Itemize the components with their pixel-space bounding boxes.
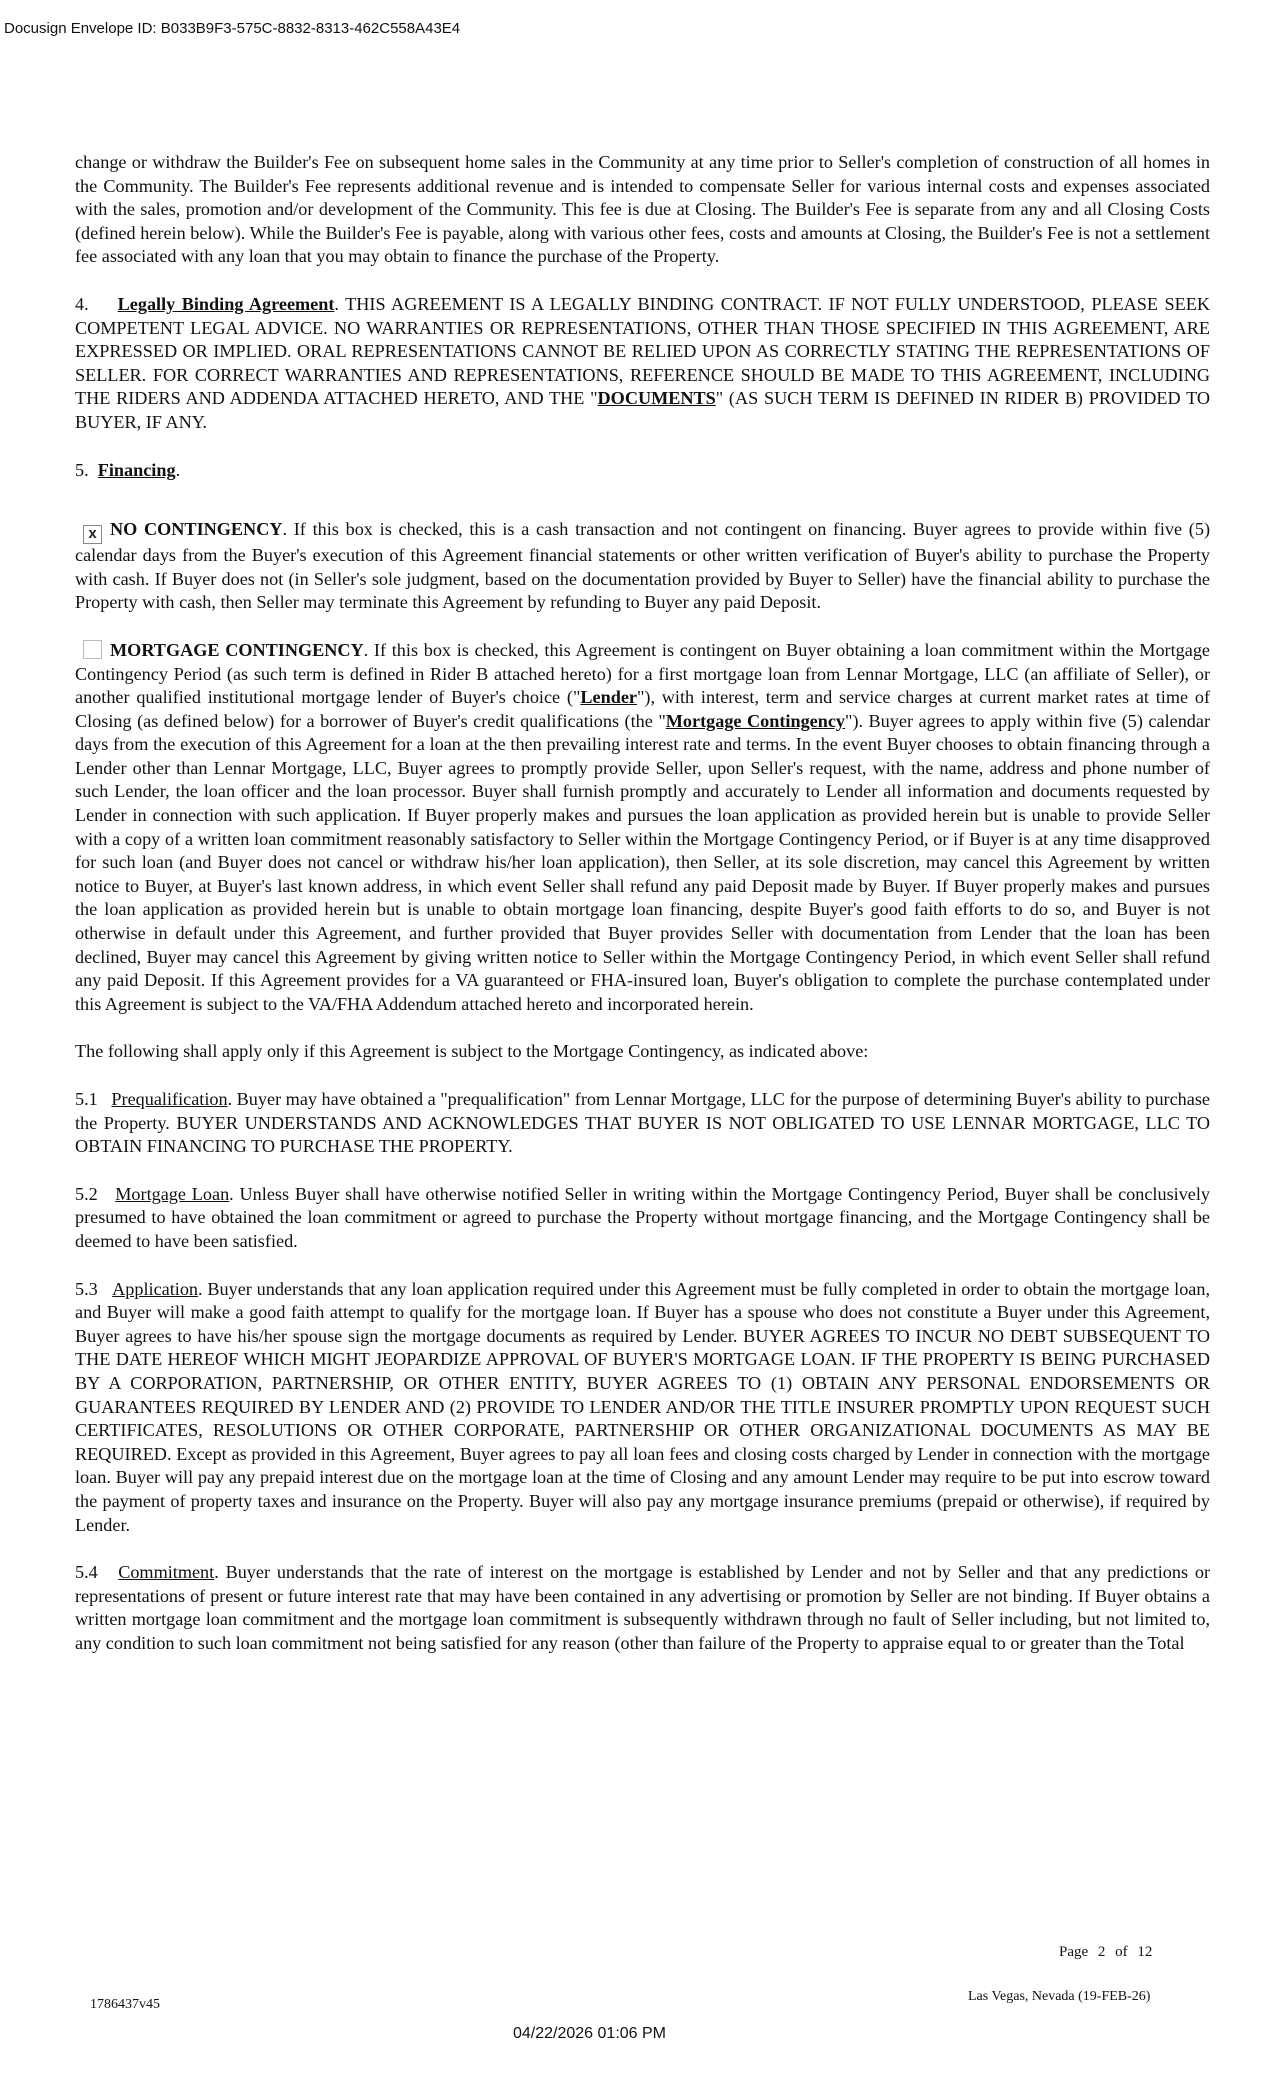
page-total: 12: [1137, 1944, 1153, 1960]
subsection-5-3-title: Application: [112, 1278, 199, 1299]
page-of: of: [1115, 1944, 1128, 1960]
lender-term: Lender: [580, 687, 637, 708]
document-location: Las Vegas, Nevada (19-FEB-26): [968, 1989, 1151, 2004]
envelope-id: Docusign Envelope ID: B033B9F3-575C-8832-8313-462C558A43E4: [4, 20, 461, 37]
subsection-5-1-number: 5.1: [75, 1089, 98, 1109]
documents-term: DOCUMENTS: [597, 388, 716, 409]
subsection-5-4-number: 5.4: [75, 1562, 98, 1583]
section-5-title: Financing: [97, 459, 176, 480]
section-4-paragraph: [75, 293, 1210, 435]
subsection-5-2-text: . Unless Buyer shall have otherwise notified Seller in writing within the Mortgage Contingency Period, Buyer shall be conclusively presumed to have obtained the loan commitment or agreed to purchase the Property without mortgage financing, and the Mortgage Contingency shall be deemed to have been satisfied.: [75, 1183, 1211, 1251]
mortgage-contingency-checkbox[interactable]: [83, 640, 102, 659]
subsection-5-2: [75, 1183, 1210, 1254]
document-version-id: 1786437v45: [90, 1997, 160, 2012]
no-contingency-checkbox[interactable]: x: [83, 525, 102, 544]
page-number: [1059, 1944, 1152, 1961]
subsection-5-1-title: Prequalification: [111, 1089, 228, 1109]
subsection-5-1-text: . Buyer may have obtained a "prequalification" from Lennar Mortgage, LLC for the purpose of determining Buyer's ability to purchase the Property. BUYER UNDERSTANDS AND ACKNOWLEDGES THAT BUYER IS NOT OBLIGATED TO USE LENNAR MORTGAGE, LLC TO OBTAIN FINANCING TO PURCHASE THE PROPERTY.: [75, 1089, 1210, 1157]
subsection-5-3: [75, 1278, 1210, 1538]
mortgage-contingency-title: MORTGAGE CONTINGENCY: [110, 639, 364, 660]
mortgage-contingency-text-c: "). Buyer agrees to apply within five (5) calendar days from the execution of this Agreement for a loan at the then prevailing interest rate and terms. In the event Buyer chooses to obtain financing through a Lender other than Lennar Mortgage, LLC, Buyer agrees to promptly provide Seller, upon Seller's request, with the name, address and phone number of such Lender, the loan officer and the loan processor. Buyer shall furnish promptly and accurately to Lender all information and documents requested by Lender in connection with such application. If Buyer properly makes and pursues the loan application as provided herein but is unable to provide Seller with a copy of a written loan commitment reasonably satisfactory to Seller within the Mortgage Contingency Period, or if Buyer is at any time disapproved for such loan (and Buyer does not cancel or withdraw his/her loan application), then Seller, at its sole discretion, may cancel this Agreement by written notice to Buyer, at Buyer's last known address, in which event Seller shall refund any paid Deposit made by Buyer. If Buyer properly makes and pursues the loan application as provided herein but is unable to obtain mortgage loan financing, despite Buyer's good faith efforts to do so, and Buyer is not otherwise in default under this Agreement, and further provided that Buyer provides Seller with documentation from Lender that the loan has been declined, Buyer may cancel this Agreement by giving written notice to Seller within the Mortgage Contingency Period, in which event Seller shall refund any paid Deposit. If this Agreement provides for a VA guaranteed or FHA-insured loan, Buyer's obligation to complete the purchase contemplated under this Agreement is subject to the VA/FHA Addendum attached hereto and incorporated herein.: [75, 710, 1211, 1014]
subsection-5-4-title: Commitment: [118, 1562, 215, 1583]
subsection-5-2-number: 5.2: [75, 1183, 98, 1204]
section-4-title: Legally Binding Agreement: [117, 293, 335, 314]
no-contingency-title: NO CONTINGENCY: [110, 519, 283, 540]
signing-timestamp: 04/22/2026 01:06 PM: [513, 2025, 667, 2042]
section-4-text-b: " (AS SUCH TERM IS DEFINED IN RIDER B) PROVIDED TO BUYER, IF ANY.: [75, 388, 1210, 432]
subsection-5-3-text: . Buyer understands that any loan application required under this Agreement must be fully completed in order to obtain the mortgage loan, and Buyer will make a good faith attempt to qualify for the mortgage loan. If Buyer has a spouse who does not constitute a Buyer under this Agreement, Buyer agrees to have his/her spouse sign the mortgage documents as required by Lender. BUYER AGREES TO INCUR NO DEBT SUBSEQUENT TO THE DATE HEREOF WHICH MIGHT JEOPARDIZE APPROVAL OF BUYER'S MORTGAGE LOAN. IF THE PROPERTY IS BEING PURCHASED BY A CORPORATION, PARTNERSHIP, OR OTHER ENTITY, BUYER AGREES TO (1) OBTAIN ANY PERSONAL ENDORSEMENTS OR GUARANTEES REQUIRED BY LENDER AND (2) PROVIDE TO LENDER AND/OR THE TITLE INSURER PROMPTLY UPON REQUEST SUCH CERTIFICATES, RESOLUTIONS OR OTHER CORPORATE, PARTNERSHIP OR OTHER ORGANIZATIONAL DOCUMENTS AS MAY BE REQUIRED. Except as provided in this Agreement, Buyer agrees to pay all loan fees and closing costs charged by Lender in connection with the mortgage loan. Buyer will pay any prepaid interest due on the mortgage loan at the time of Closing and any amount Lender may require to be put into escrow toward the payment of property taxes and insurance on the Property. Buyer will also pay any mortgage insurance premiums (prepaid or otherwise), if required by Lender.: [75, 1278, 1211, 1535]
page-label: Page: [1059, 1944, 1089, 1960]
subsection-5-3-number: 5.3: [75, 1278, 98, 1299]
subsection-5-2-title: Mortgage Loan: [115, 1183, 230, 1204]
following-intro: The following shall apply only if this Agreement is subject to the Mortgage Contingency, as indicated above:: [75, 1041, 869, 1062]
page-current: 2: [1097, 1944, 1106, 1960]
section-4-text-a: . THIS AGREEMENT IS A LEGALLY BINDING CONTRACT. IF NOT FULLY UNDERSTOOD, PLEASE SEEK COMPETENT LEGAL ADVICE. NO WARRANTIES OR REPRESENTATIONS, OTHER THAN THOSE SPECIFIED IN THIS AGREEMENT, ARE EXPRESSED OR IMPLIED. ORAL REPRESENTATIONS CANNOT BE RELIED UPON AS CORRECTLY STATING THE REPRESENTATIONS OF SELLER. FOR CORRECT WARRANTIES AND REPRESENTATIONS, REFERENCE SHOULD BE MADE TO THIS AGREEMENT, INCLUDING THE RIDERS AND ADDENDA ATTACHED HERETO, AND THE ": [75, 293, 1210, 409]
mortgage-contingency-text-a: . If this box is checked, this Agreement is contingent on Buyer obtaining a loan commitment within the Mortgage Contingency Period (as such term is defined in Rider B attached hereto) for a first mortgage loan from Lennar Mortgage, LLC (an affiliate of Seller), or another qualified institutional mortgage lender of Buyer's choice (": [75, 639, 1210, 708]
section-4-number: 4.: [75, 293, 89, 314]
section-3-continuation: change or withdraw the Builder's Fee on subsequent home sales in the Community at any time prior to Seller's completion of construction of all homes in the Community. The Builder's Fee represents additional revenue and is intended to compensate Seller for various internal costs and expenses associated with the sales, promotion and/or development of the Community. This fee is due at Closing. The Builder's Fee is separate from any and all Closing Costs (defined herein below). While the Builder's Fee is payable, along with various other fees, costs and amounts at Closing, the Builder's Fee is not a settlement fee associated with any loan that you may obtain to finance the purchase of the Property.: [75, 152, 1210, 267]
subsection-5-1: [75, 1088, 1210, 1159]
document-body: [75, 151, 1210, 1679]
section-5-heading: [75, 459, 1210, 483]
mortgage-contingency-paragraph: [75, 639, 1210, 1017]
mortgage-contingency-text-b: "), with interest, term and service charges at current market rates at time of Closing (as defined below) for a borrower of Buyer's credit qualifications (the ": [75, 687, 1211, 731]
section-5-number: 5.: [75, 459, 89, 480]
subsection-5-4-text: . Buyer understands that the rate of interest on the mortgage is established by Lender and not by Seller and that any predictions or representations of present or future interest rate that may have been contained in any advertising or promotion by Seller are not binding. If Buyer obtains a written mortgage loan commitment and the mortgage loan commitment is subsequently withdrawn through no fault of Seller including, but not limited to, any condition to such loan commitment not being satisfied for any reason (other than failure of the Property to appraise equal to or greater than the Total: [75, 1562, 1211, 1653]
subsection-5-4: [75, 1561, 1210, 1655]
section-5-period: .: [175, 459, 181, 480]
no-contingency-text: . If this box is checked, this is a cash transaction and not contingent on financing. Buyer agrees to provide within five (5) calendar days from the Buyer's execution of this Agreement financial statements or other written verification of Buyer's ability to purchase the Property with cash. If Buyer does not (in Seller's sole judgment, based on the documentation provided by Buyer to Seller) have the financial ability to purchase the Property with cash, then Seller may terminate this Agreement by refunding to Buyer any paid Deposit.: [75, 519, 1210, 613]
mortgage-contingency-term: Mortgage Contingency: [665, 710, 846, 731]
no-contingency-paragraph: [75, 518, 1210, 615]
